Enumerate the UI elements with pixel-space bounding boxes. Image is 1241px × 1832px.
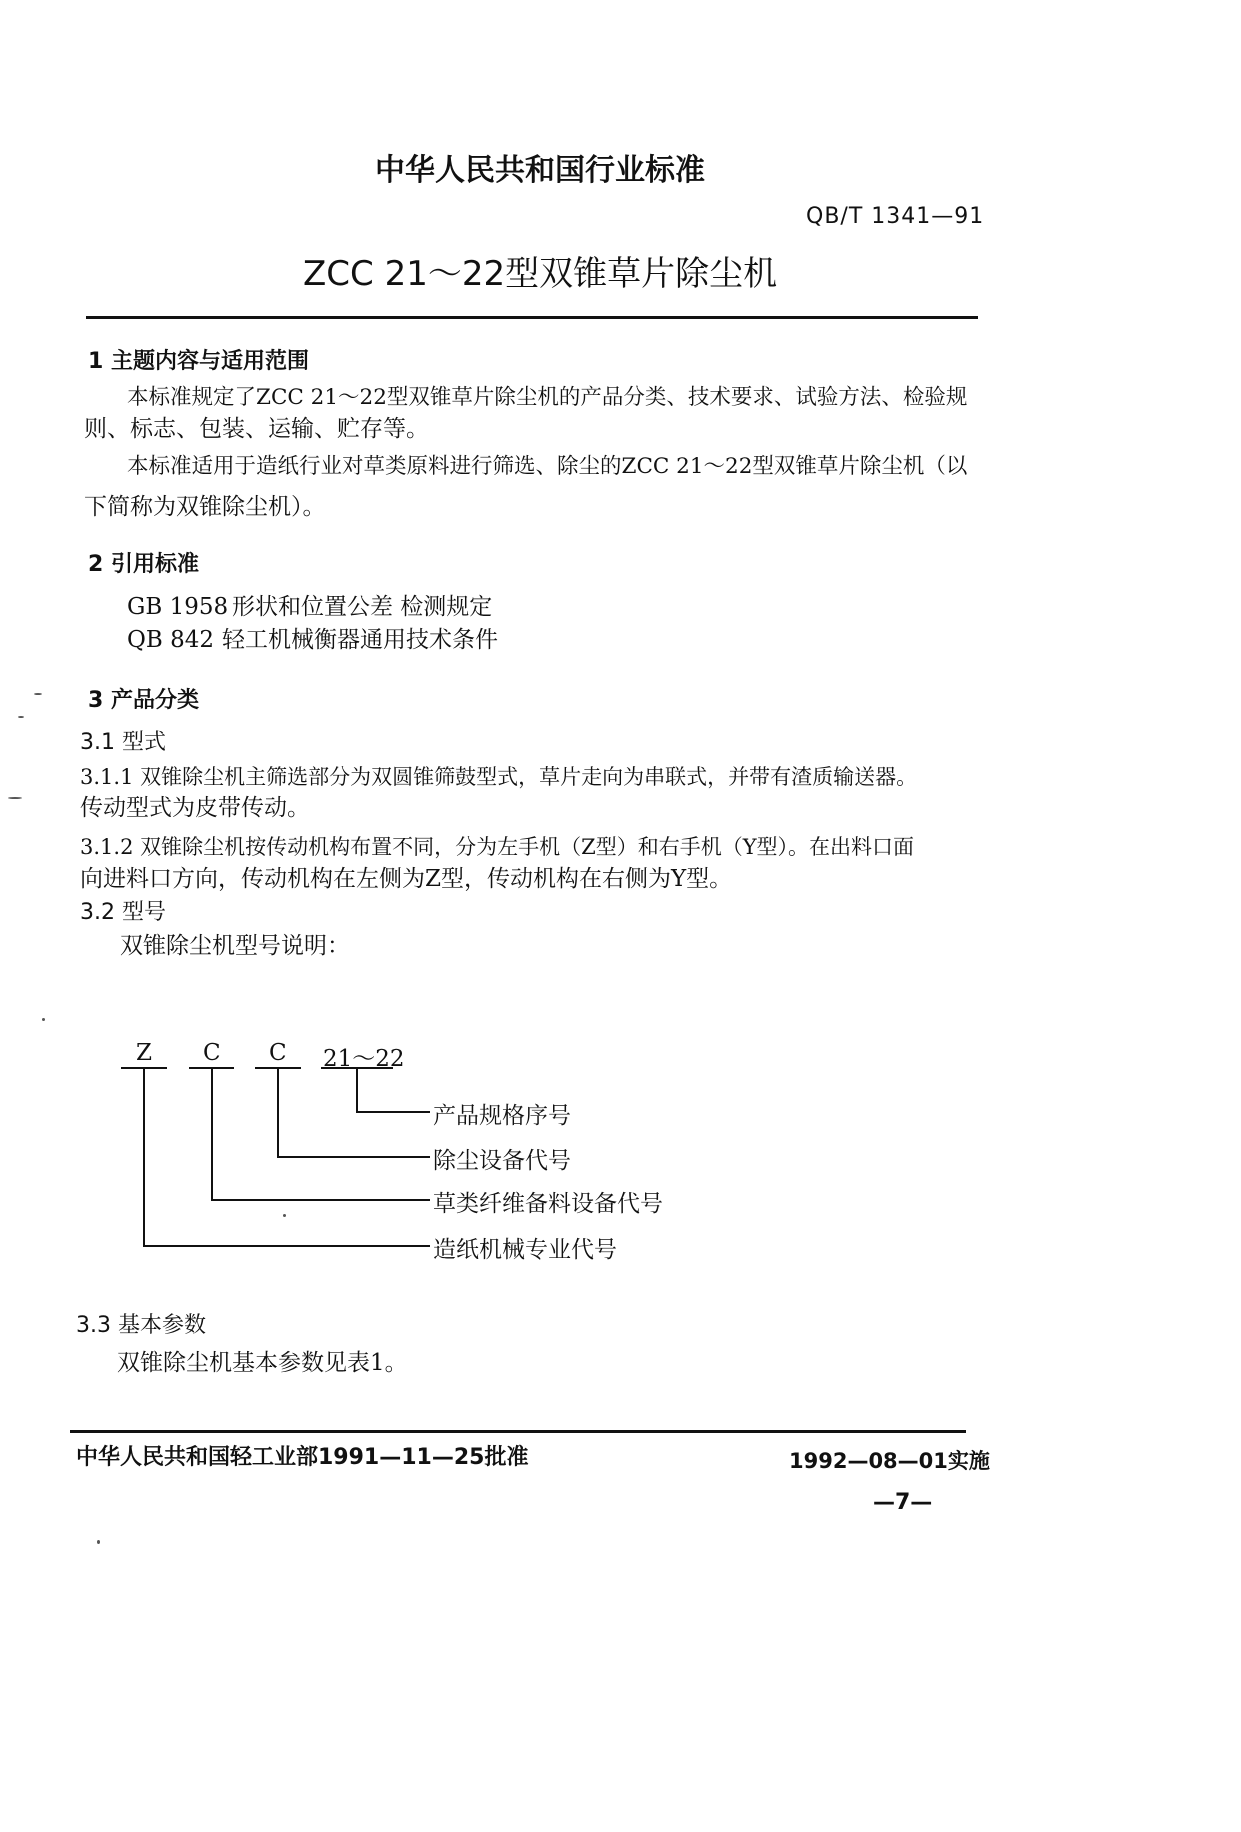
section-1-heading: 1 主题内容与适用范围	[88, 349, 309, 374]
reference-2-title: 轻工机械衡器通用技术条件	[222, 627, 498, 653]
effective-date: 1992—08—01实施	[789, 1449, 990, 1473]
model-label-fiber-prep-code: 草类纤维备料设备代号	[433, 1191, 663, 1217]
scan-speck	[8, 797, 22, 799]
section-3-2-text: 双锥除尘机型号说明：	[120, 933, 350, 959]
section-3-1-2-line-1: 3.1.2 双锥除尘机按传动机构布置不同，分为左手机（Z型）和右手机（Y型）。在出料口面	[80, 835, 915, 859]
model-label-dust-removal-code: 除尘设备代号	[433, 1148, 571, 1174]
section-3-3-text: 双锥除尘机基本参数见表1。	[117, 1350, 408, 1376]
scan-speck	[283, 1214, 286, 1217]
section-3-1-1-line-2: 传动型式为皮带传动。	[80, 795, 310, 821]
section-3-1-1-line-1: 3.1.1 双锥除尘机主筛选部分为双圆锥筛鼓型式，草片走向为串联式，并带有渣质输送器。	[80, 765, 918, 789]
leader-spec	[357, 1068, 430, 1112]
model-label-spec-number: 产品规格序号	[433, 1103, 571, 1129]
document-title: ZCC 21～22型双锥草片除尘机	[303, 254, 778, 294]
section-1-paragraph-2-line-2: 下简称为双锥除尘机）。	[84, 494, 326, 520]
section-3-1-2-line-2: 向进料口方向，传动机构在左侧为Z型，传动机构在右侧为Y型。	[80, 866, 733, 892]
section-1-paragraph-1-line-1: 本标准规定了ZCC 21～22型双锥草片除尘机的产品分类、技术要求、试验方法、检验规	[127, 385, 968, 410]
section-1-paragraph-1-line-2: 则、标志、包装、运输、贮存等。	[84, 416, 429, 442]
section-3-1-heading: 3.1 型式	[80, 730, 166, 755]
model-part-c-first: C	[203, 1040, 221, 1066]
section-3-2-heading: 3.2 型号	[80, 900, 166, 925]
model-label-papermaking-code: 造纸机械专业代号	[433, 1237, 617, 1263]
approval-text: 中华人民共和国轻工业部1991—11—25批准	[76, 1445, 529, 1470]
scan-speck	[18, 716, 24, 718]
standard-code: QB/T 1341—91	[806, 204, 985, 229]
footer-rule	[70, 1430, 966, 1433]
page-number: —7—	[873, 1490, 933, 1515]
model-part-c-second: C	[269, 1040, 287, 1066]
scan-speck	[42, 1018, 45, 1021]
standard-category: 中华人民共和国行业标准	[375, 153, 705, 188]
section-3-3-heading: 3.3 基本参数	[76, 1313, 206, 1338]
section-3-heading: 3 产品分类	[88, 688, 199, 713]
section-2-heading: 2 引用标准	[88, 552, 199, 577]
section-1-paragraph-2-line-1: 本标准适用于造纸行业对草类原料进行筛选、除尘的ZCC 21～22型双锥草片除尘机（以	[127, 454, 968, 479]
scan-speck	[97, 1540, 100, 1544]
reference-2-code: QB 842	[127, 627, 214, 653]
reference-1-code: GB 1958	[127, 594, 229, 620]
model-part-z: Z	[136, 1040, 152, 1066]
model-part-spec: 21～22	[323, 1046, 405, 1072]
reference-1-title: 形状和位置公差 检测规定	[232, 594, 493, 620]
scan-speck	[34, 693, 42, 695]
leader-c1	[212, 1068, 430, 1200]
